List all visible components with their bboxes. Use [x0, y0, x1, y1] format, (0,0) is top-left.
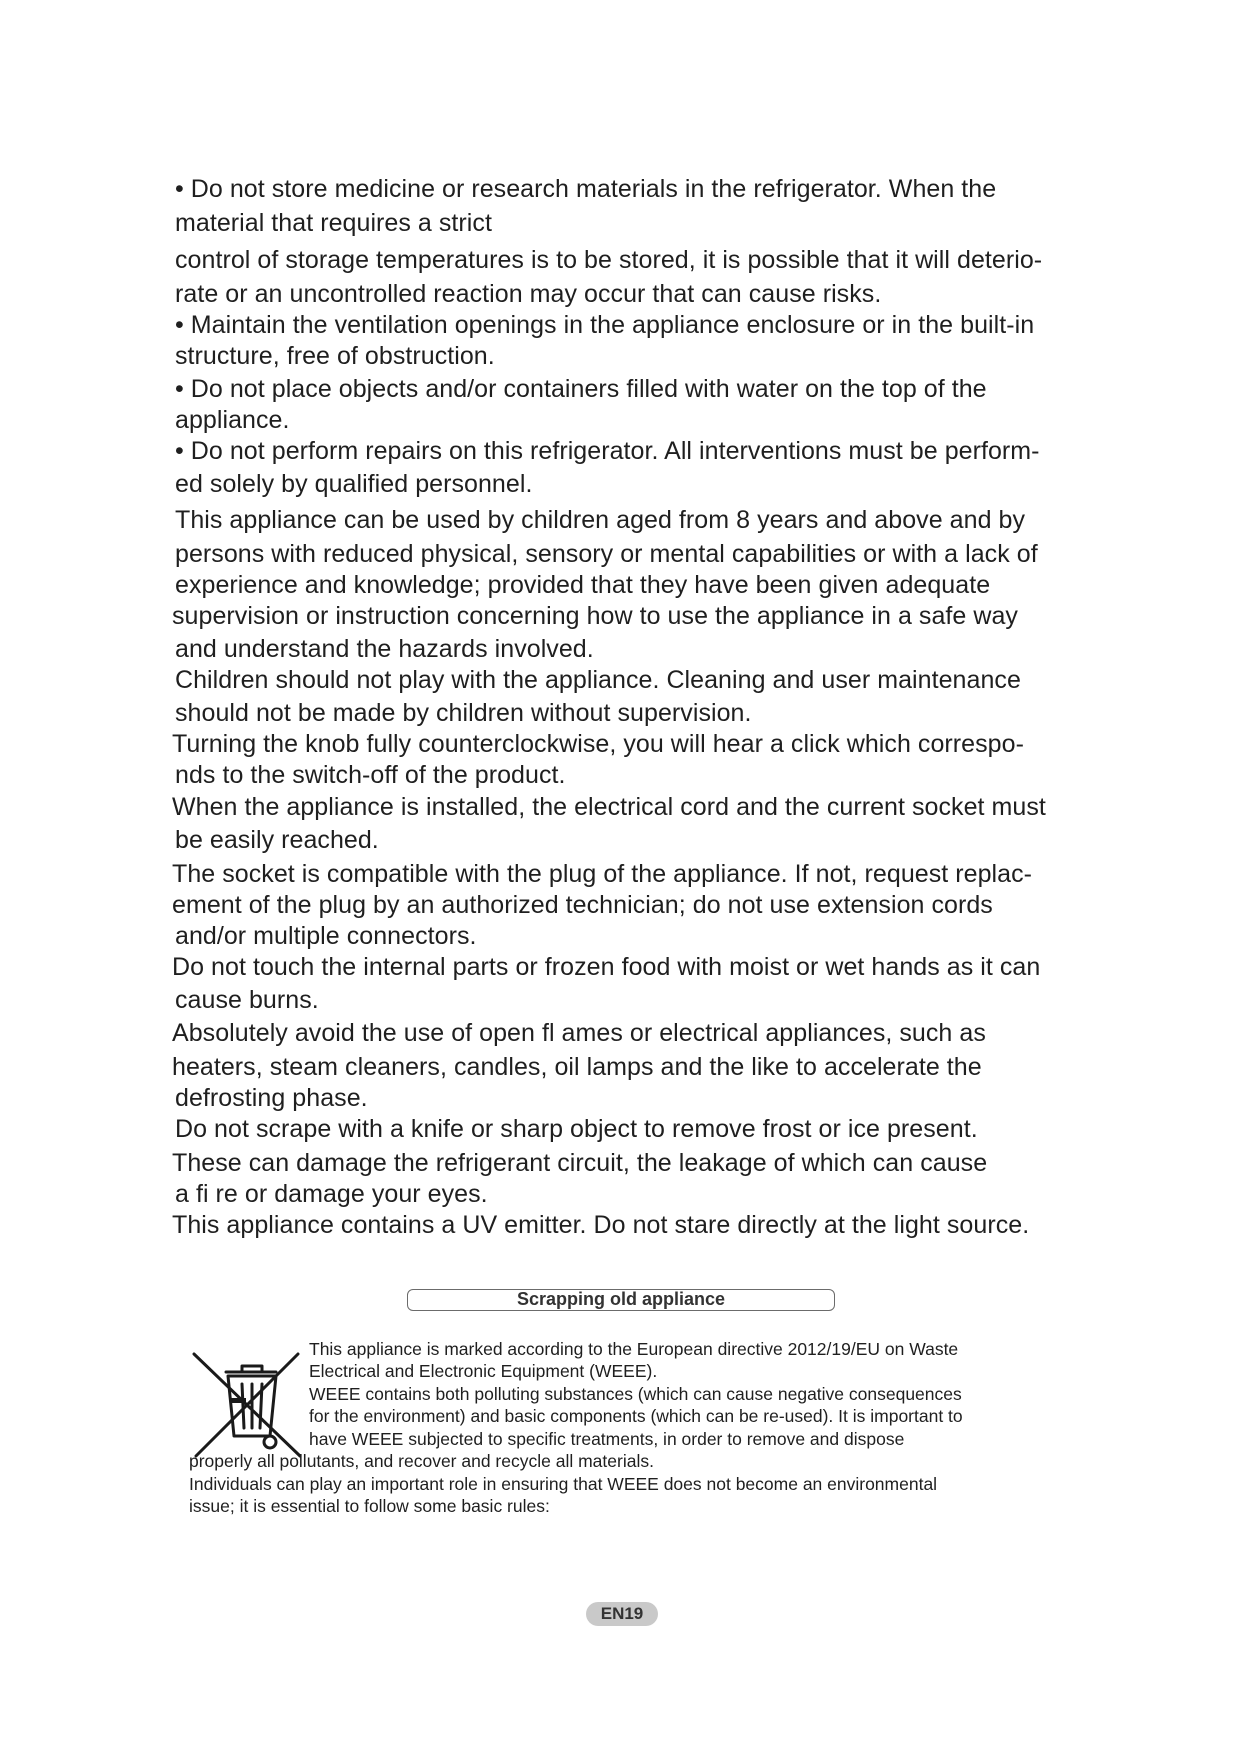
crossed-out-wheelie-bin-icon [190, 1350, 306, 1460]
text-line: structure, free of obstruction. [175, 342, 495, 370]
text-line: • Do not place objects and/or containers filled with water on the top of the [175, 375, 987, 403]
text-line: nds to the switch-off of the product. [175, 761, 566, 789]
weee-text-line: issue; it is essential to follow some basic rules: [189, 1496, 550, 1516]
text-line: rate or an uncontrolled reaction may occur that can cause risks. [175, 280, 882, 308]
text-line: • Do not store medicine or research materials in the refrigerator. When the [175, 175, 997, 203]
text-line: experience and knowledge; provided that they have been given adequate [175, 571, 991, 599]
text-line: material that requires a strict [175, 209, 492, 237]
text-line: Turning the knob fully counterclockwise, you will hear a click which correspo- [172, 730, 1024, 758]
text-line: This appliance contains a UV emitter. Do not stare directly at the light source. [172, 1211, 1030, 1239]
text-line: supervision or instruction concerning how to use the appliance in a safe way [172, 602, 1018, 630]
text-line: and understand the hazards involved. [175, 635, 594, 663]
text-line: ed solely by qualified personnel. [175, 470, 533, 498]
text-line: Do not scrape with a knife or sharp object to remove frost or ice present. [175, 1115, 978, 1143]
text-line: Absolutely avoid the use of open fl ames or electrical appliances, such as [172, 1019, 986, 1047]
text-line: heaters, steam cleaners, candles, oil lamps and the like to accelerate the [172, 1053, 982, 1081]
text-line: When the appliance is installed, the electrical cord and the current socket must [172, 793, 1046, 821]
weee-text-line: WEEE contains both polluting substances (which can cause negative consequences [309, 1384, 962, 1404]
text-line: • Do not perform repairs on this refrigerator. All interventions must be perform- [175, 437, 1040, 465]
text-line: Children should not play with the appliance. Cleaning and user maintenance [175, 666, 1021, 694]
weee-text-line: for the environment) and basic components (which can be re-used). It is important to [309, 1406, 963, 1426]
text-line: should not be made by children without supervision. [175, 699, 752, 727]
text-line: and/or multiple connectors. [175, 922, 477, 950]
text-line: appliance. [175, 406, 290, 434]
text-line: control of storage temperatures is to be stored, it is possible that it will deterio- [175, 246, 1043, 274]
weee-text-line: properly all pollutants, and recover and recycle all materials. [189, 1451, 654, 1471]
text-line: defrosting phase. [175, 1084, 368, 1112]
text-line: ement of the plug by an authorized technician; do not use extension cords [172, 891, 993, 919]
text-line: This appliance can be used by children aged from 8 years and above and by [175, 506, 1026, 534]
text-line: be easily reached. [175, 826, 379, 854]
section-header-scrapping: Scrapping old appliance [407, 1289, 835, 1311]
weee-text-line: Individuals can play an important role in ensuring that WEEE does not become an environmental [189, 1474, 938, 1494]
text-line: • Maintain the ventilation openings in the appliance enclosure or in the built-in [175, 311, 1035, 339]
text-line: The socket is compatible with the plug of the appliance. If not, request replac- [172, 860, 1033, 888]
text-line: cause burns. [175, 986, 319, 1014]
weee-text-line: have WEEE subjected to specific treatments, in order to remove and dispose [309, 1429, 905, 1449]
text-line: Do not touch the internal parts or frozen food with moist or wet hands as it can [172, 953, 1041, 981]
weee-text-line: This appliance is marked according to the European directive 2012/19/EU on Waste [309, 1339, 959, 1359]
text-line: These can damage the refrigerant circuit, the leakage of which can cause [172, 1149, 988, 1177]
text-line: a fi re or damage your eyes. [175, 1180, 488, 1208]
text-line: persons with reduced physical, sensory or mental capabilities or with a lack of [175, 540, 1038, 568]
page-number-badge: EN19 [586, 1602, 658, 1626]
weee-text-line: Electrical and Electronic Equipment (WEEE). [309, 1361, 658, 1381]
